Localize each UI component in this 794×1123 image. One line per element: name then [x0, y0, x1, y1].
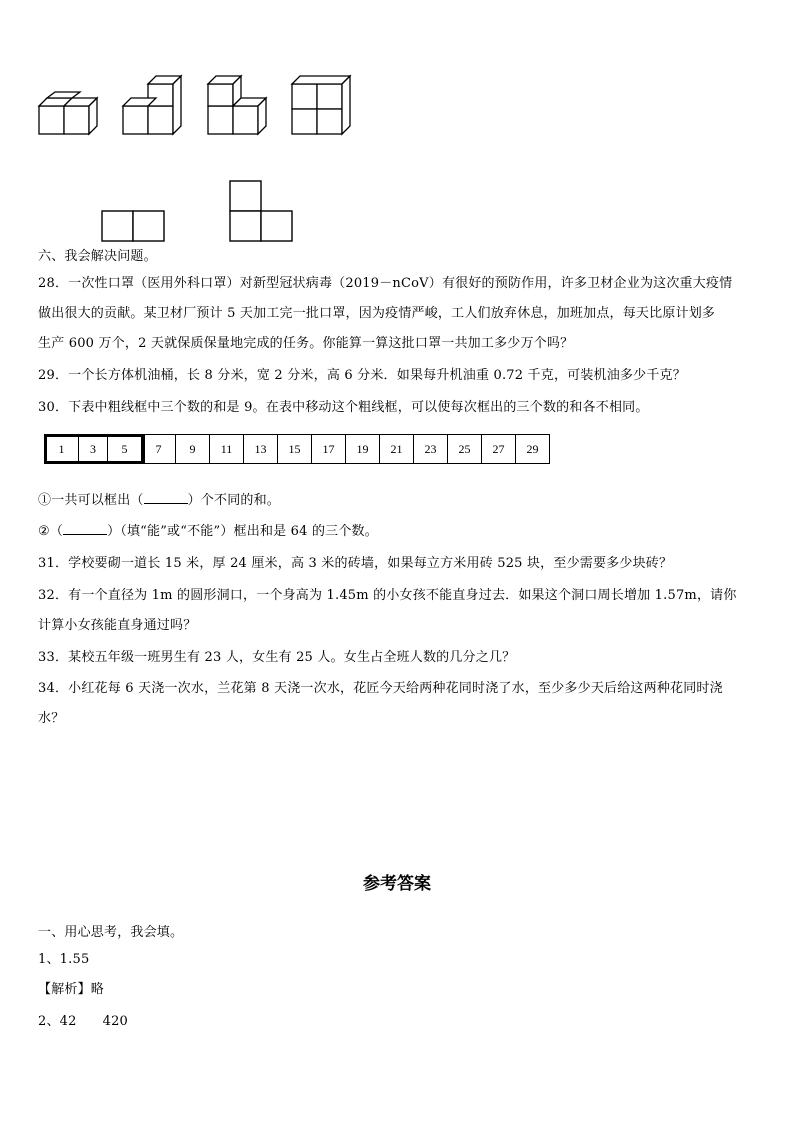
q30-text: 30．下表中粗线框中三个数的和是 9。在表中移动这个粗线框，可以使每次框出的三个数的和各不相同。 — [38, 400, 649, 415]
table-cell: 19 — [346, 435, 380, 464]
answer-1-analysis: 【解析】略 — [38, 982, 105, 997]
answer-blank-2[interactable] — [63, 522, 107, 535]
q33-text: 33．某校五年级一班男生有 23 人，女生有 25 人。女生占全班人数的几分之几？ — [38, 650, 516, 665]
view-figure-2 — [230, 181, 292, 241]
answer-2: 2、42 420 — [38, 1014, 129, 1029]
q28-line-2: 做出很大的贡献。某卫材厂预计 5 天加工完一批口罩，因为疫情严峻，工人们放弃休息，加班加点，每天比原计划多 — [38, 306, 716, 321]
q30-sub-1-suffix: ）个不同的和。 — [187, 493, 281, 508]
cube-figure-1 — [39, 92, 97, 134]
section-heading: 六、我会解决问题。 — [38, 249, 157, 264]
view-figure-1 — [102, 211, 164, 241]
table-cell: 25 — [448, 435, 482, 464]
q29-text: 29．一个长方体机油桶，长 8 分米，宽 2 分米，高 6 分米．如果每升机油重 0.72 千克，可装机油多少千克？ — [38, 368, 686, 383]
q32-line-1: 32．有一个直径为 1m 的圆形洞口，一个身高为 1.45m 的小女孩不能直身过去．如果这个洞口周长增加 1.57m，请你 — [38, 588, 737, 603]
table-cell: 5 — [108, 435, 142, 464]
q30-sub-1-prefix: ①一共可以框出（ — [38, 493, 144, 508]
table-cell: 9 — [176, 435, 210, 464]
cube-figure-2 — [123, 76, 181, 134]
table-cell: 17 — [312, 435, 346, 464]
q30-sub-2-suffix: ）（填“能”或“不能”）框出和是 64 的三个数。 — [107, 524, 378, 539]
q31-text: 31．学校要砌一道长 15 米，厚 24 厘米，高 3 米的砖墙，如果每立方米用砖 525 块，至少需要多少块砖？ — [38, 556, 673, 571]
table-cell: 13 — [244, 435, 278, 464]
answer-blank-1[interactable] — [144, 491, 188, 504]
q30-sub-1 — [38, 489, 280, 508]
table-cell: 21 — [380, 435, 414, 464]
q34-line-2: 水？ — [38, 711, 65, 726]
q34-line-1: 34．小红花每 6 天浇一次水，兰花第 8 天浇一次水，花匠今天给两种花同时浇了水，至少多少天后给这两种花同时浇 — [38, 681, 723, 696]
cube-figure-4 — [292, 76, 350, 134]
answers-title: 参考答案 — [363, 874, 431, 894]
cube-figures — [30, 70, 360, 140]
q32-line-2: 计算小女孩能直身通过吗？ — [38, 618, 197, 633]
q28-line-3: 生产 600 万个，2 天就保质保量地完成的任务。你能算一算这批口罩一共加工多少万个吗？ — [38, 336, 574, 351]
table-cell: 23 — [414, 435, 448, 464]
table-cell: 7 — [142, 435, 176, 464]
q28-line-1: 28．一次性口罩（医用外科口罩）对新型冠状病毒（2019－nCoV）有很好的预防作用，许多卫材企业为这次重大疫情 — [38, 276, 733, 291]
q30-sub-2-prefix: ②（ — [38, 524, 64, 539]
bold-frame — [44, 434, 145, 464]
table-cell: 1 — [45, 435, 79, 464]
table-cell: 27 — [482, 435, 516, 464]
q30-sub-2 — [38, 520, 378, 539]
table-cell: 11 — [210, 435, 244, 464]
answers-section-heading: 一、用心思考，我会填。 — [38, 925, 184, 940]
view-figures — [95, 176, 300, 246]
table-cell: 29 — [516, 435, 550, 464]
table-cell: 15 — [278, 435, 312, 464]
cube-figure-3 — [208, 76, 266, 134]
answer-1: 1、1.55 — [38, 952, 90, 967]
table-cell: 3 — [79, 435, 108, 464]
